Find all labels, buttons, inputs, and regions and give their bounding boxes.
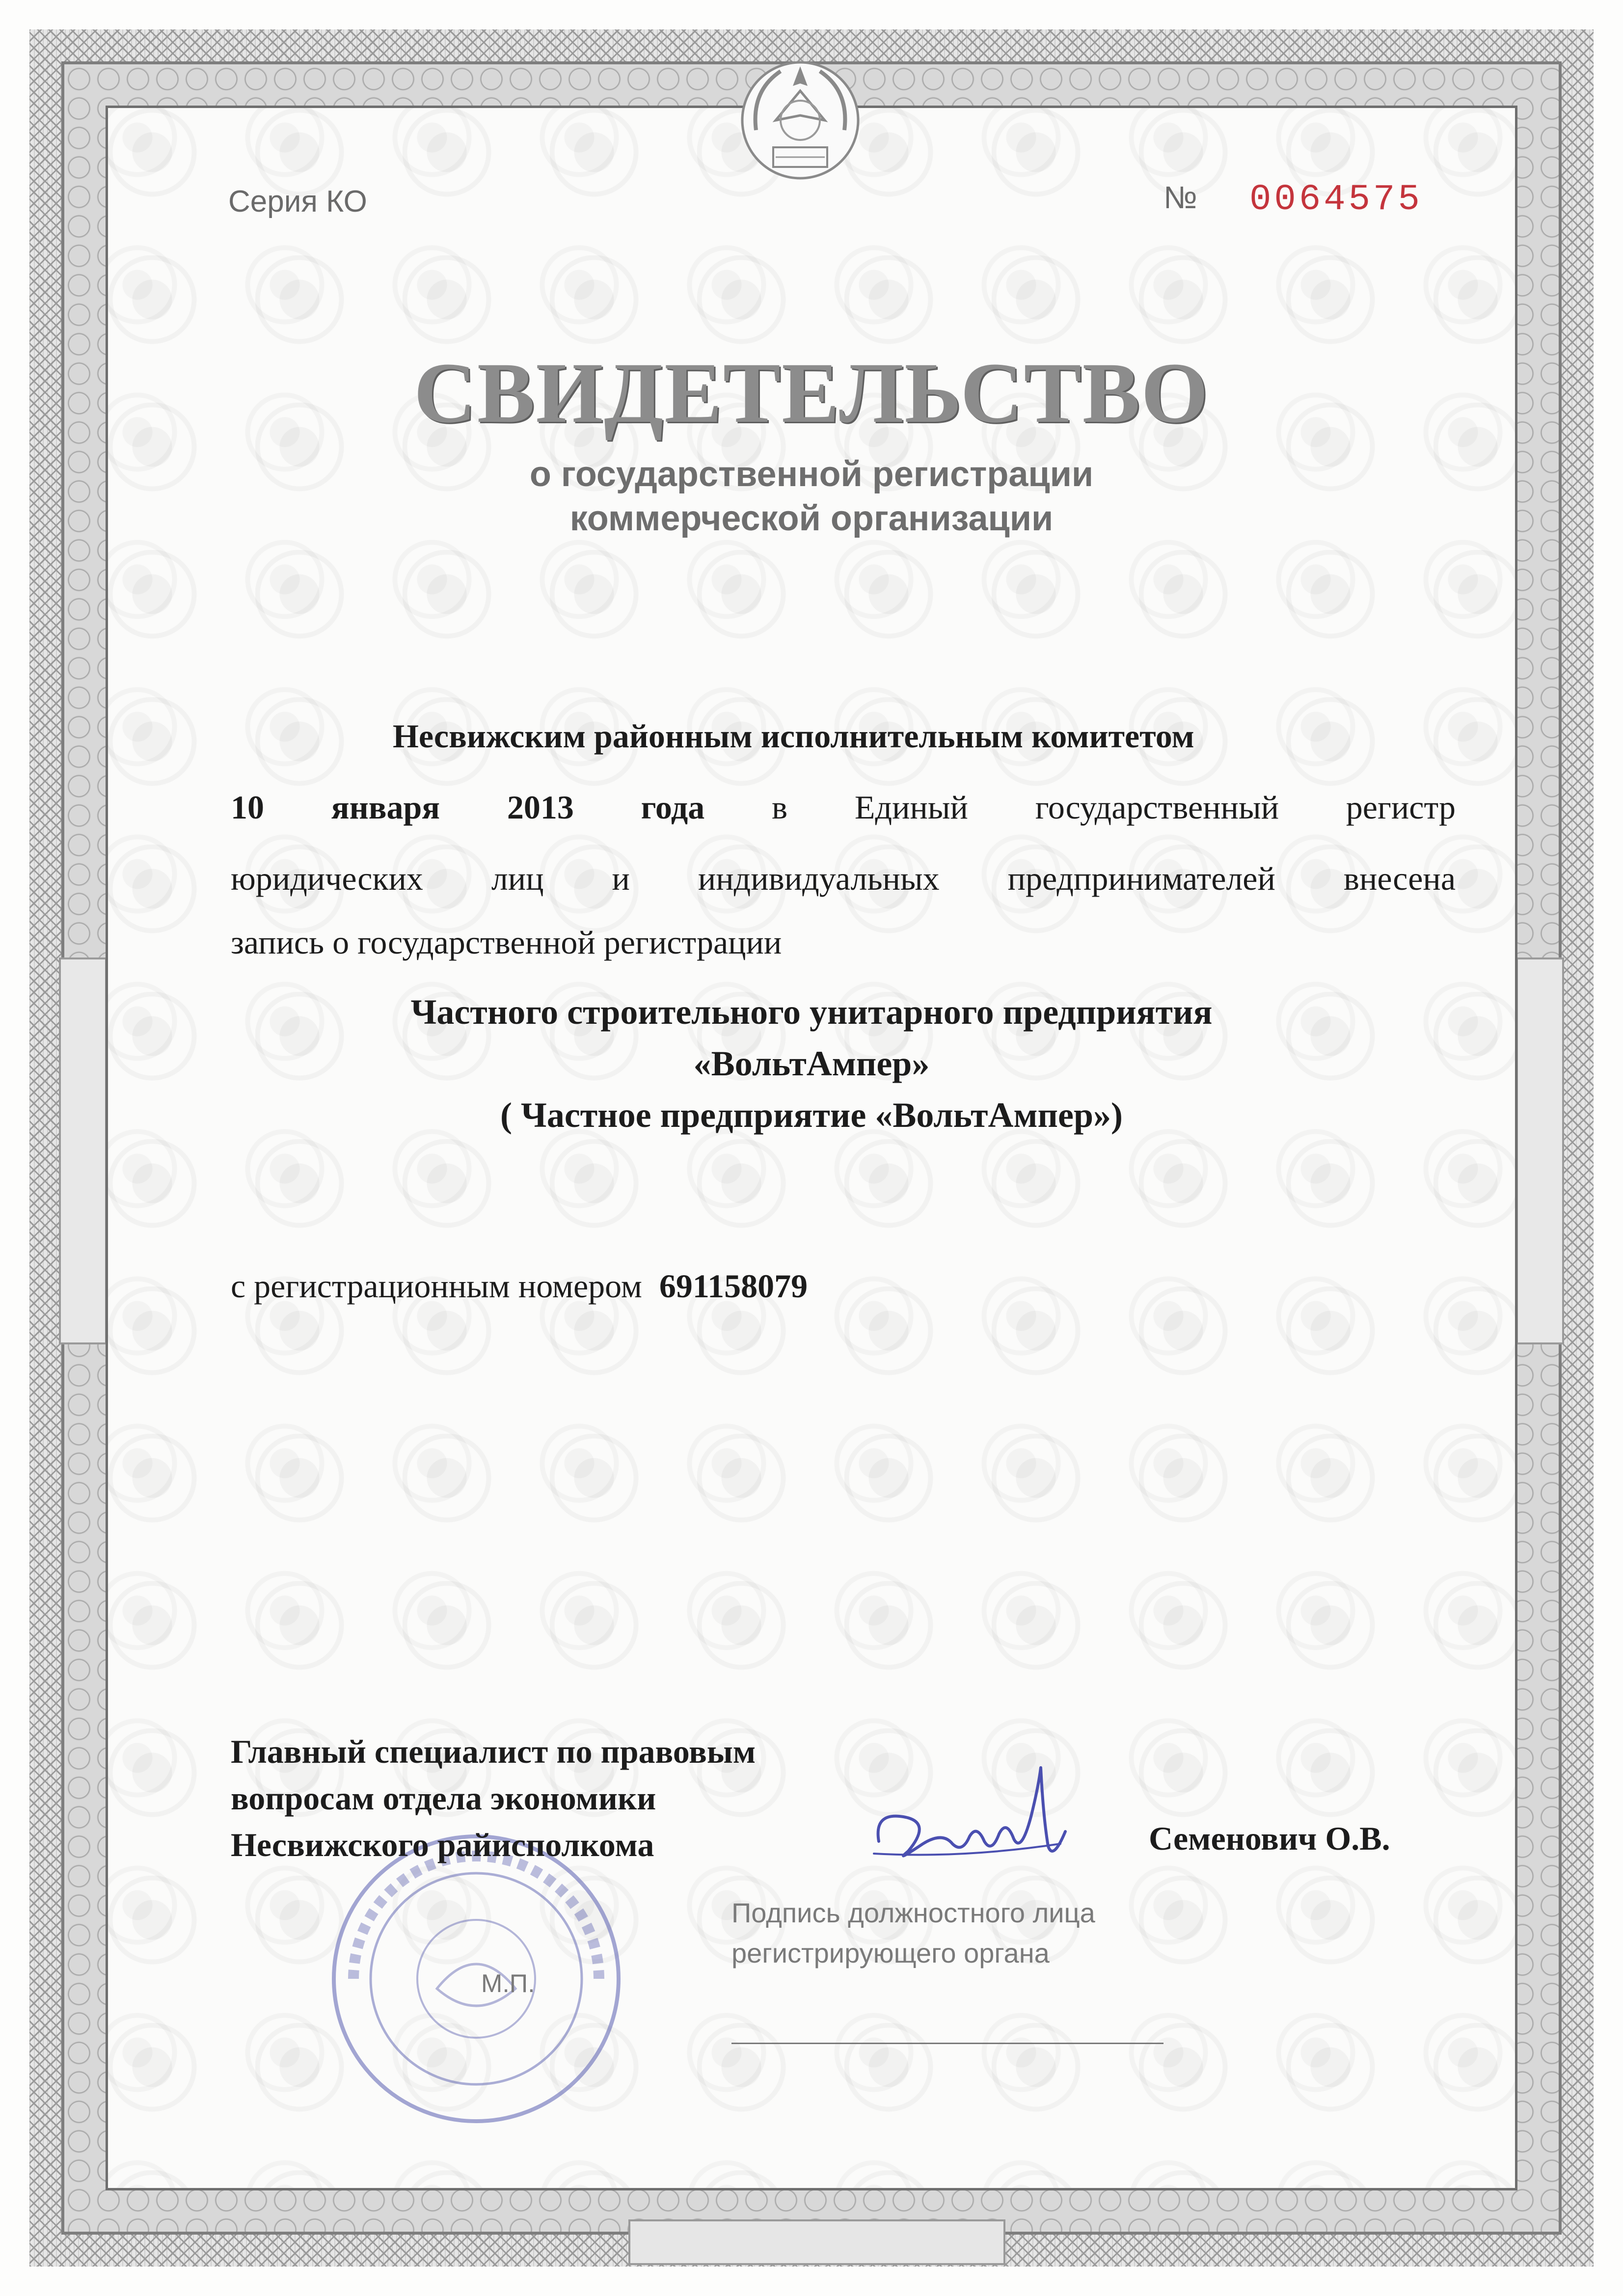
stamp-place-label: М.П. bbox=[481, 1969, 535, 1998]
series-label: Серия КО bbox=[228, 185, 367, 219]
subtitle-line-2: коммерческой организации bbox=[569, 499, 1054, 538]
org-name-line-2: «ВольтАмпер» bbox=[693, 1044, 930, 1083]
official-line-2: вопросам отдела экономики bbox=[231, 1779, 656, 1817]
state-emblem-icon bbox=[736, 47, 864, 189]
body-line-3: запись о государственной регистрации bbox=[231, 924, 782, 961]
body-line-1 bbox=[231, 788, 1456, 827]
certificate-number: 0064575 bbox=[1249, 179, 1423, 220]
issuer-line: Несвижским районным исполнительным комитетом bbox=[393, 717, 1194, 755]
official-stamp-icon bbox=[324, 1827, 628, 2131]
signer-name: Семенович О.В. bbox=[1149, 1820, 1390, 1857]
org-short-name: ( Частное предприятие «ВольтАмпер») bbox=[500, 1095, 1123, 1135]
bottom-tab bbox=[628, 2219, 1005, 2265]
number-sign: № bbox=[1163, 180, 1197, 215]
signature-caption-line-1: Подпись должностного лица bbox=[731, 1897, 1095, 1928]
signature-caption-line-2: регистрирующего органа bbox=[731, 1938, 1050, 1968]
handwritten-signature-icon bbox=[864, 1758, 1075, 1876]
official-line-1: Главный специалист по правовым bbox=[231, 1733, 756, 1770]
registration-date: 10 января 2013 года bbox=[231, 789, 705, 826]
reg-number-value: 691158079 bbox=[659, 1267, 808, 1305]
official-line-3: Несвижского райисполкома bbox=[231, 1826, 654, 1863]
org-name-line-1: Частного строительного унитарного предприятия bbox=[410, 992, 1213, 1032]
registration-number-line bbox=[231, 1267, 808, 1306]
reg-number-label: с регистрационным номером bbox=[231, 1267, 642, 1305]
signature-caption bbox=[731, 1893, 1095, 1973]
body-line-1-rest: в Единый государственный регистр bbox=[772, 789, 1456, 826]
subtitle-line-1: о государственной регистрации bbox=[529, 455, 1094, 494]
signature-line bbox=[731, 2043, 1163, 2044]
document-title: СВИДЕТЕЛЬСТВО bbox=[413, 345, 1210, 441]
body-line-2: юридических лиц и индивидуальных предпринимателей внесена bbox=[231, 860, 1456, 897]
official-title bbox=[231, 1728, 756, 1868]
